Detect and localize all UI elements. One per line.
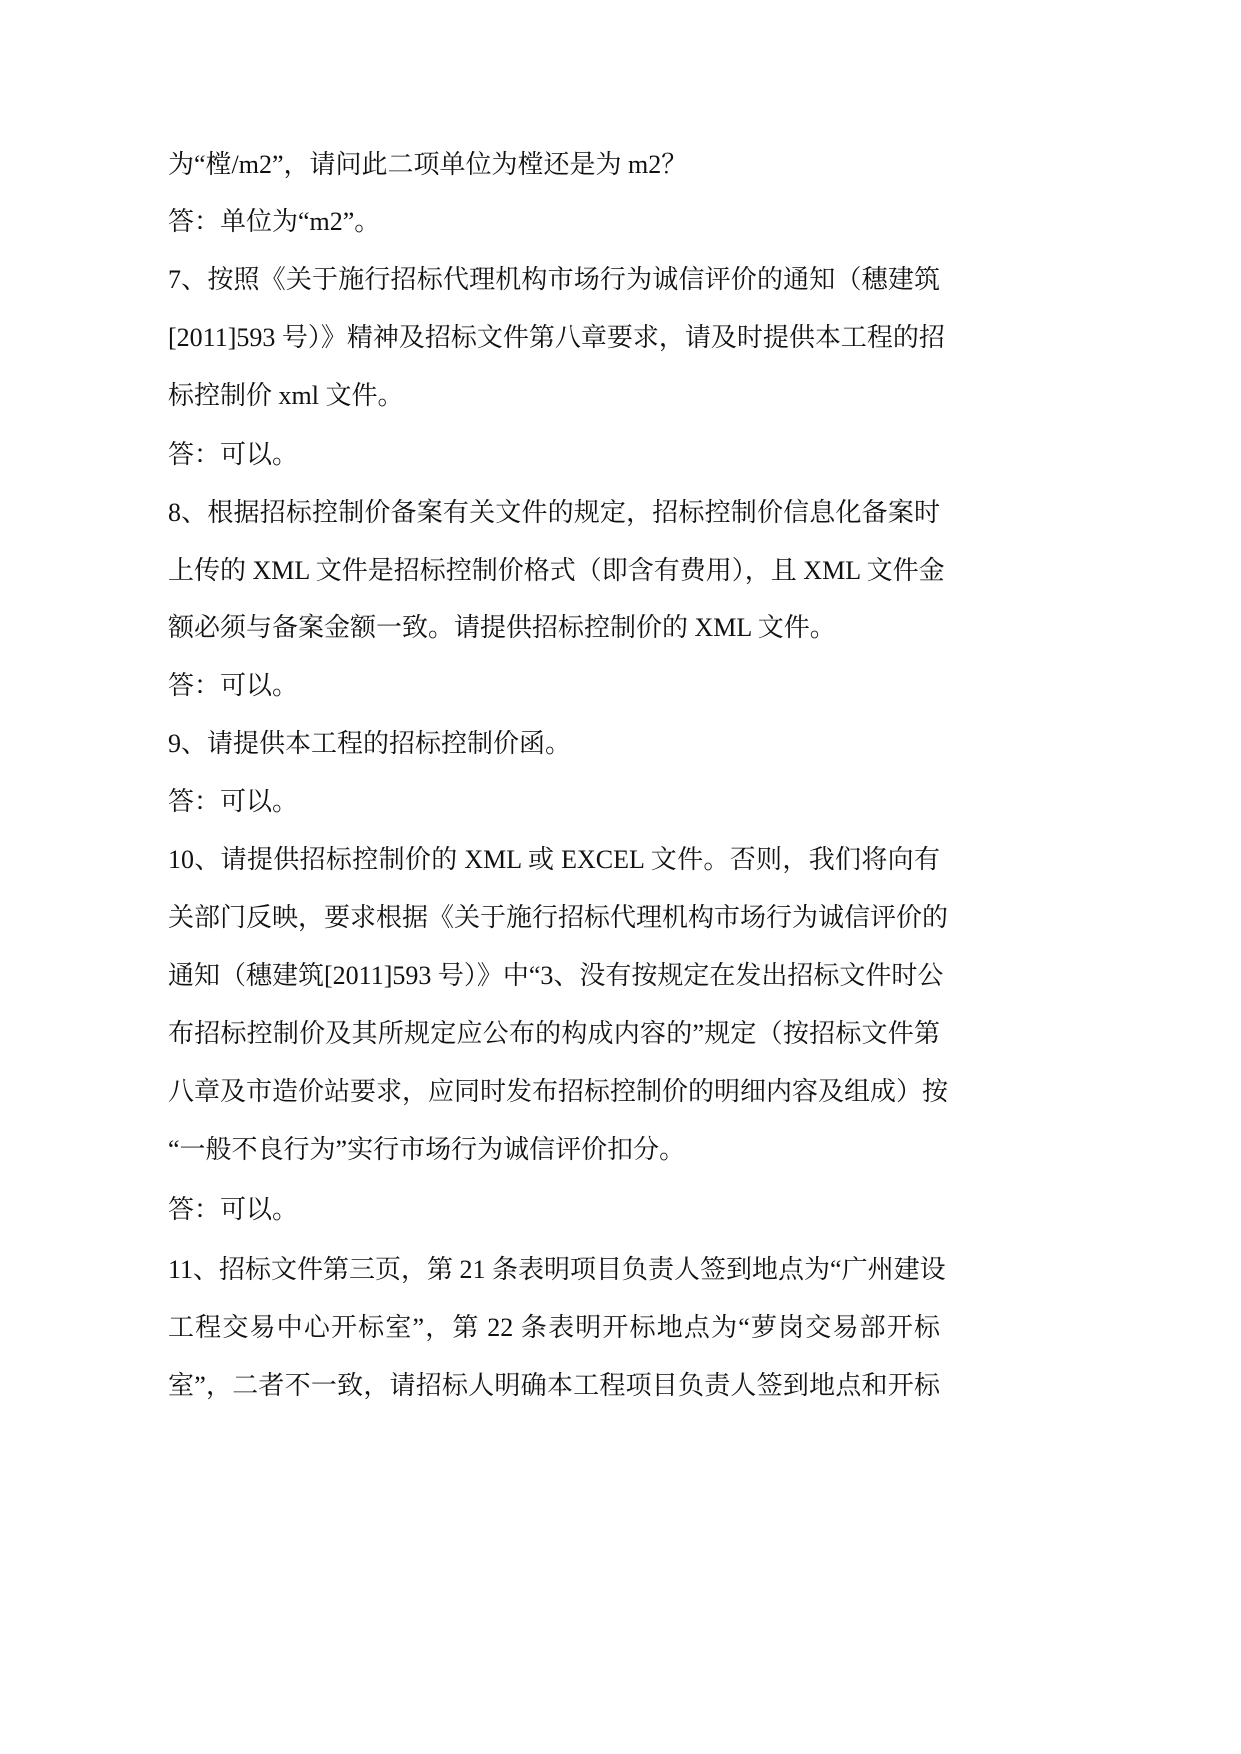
text-line: 7、按照《关于施行招标代理机构市场行为诚信评价的通知（穗建筑: [168, 265, 940, 294]
text-line: 额必须与备案金额一致。请提供招标控制价的 XML 文件。: [168, 613, 836, 642]
text-line: 答：单位为“m2”。: [168, 207, 381, 236]
text-line: 室”，二者不一致，请招标人明确本工程项目负责人签到地点和开标: [168, 1371, 940, 1400]
text-line: 标控制价 xml 文件。: [168, 381, 404, 410]
text-line: 布招标控制价及其所规定应公布的构成内容的”规定（按招标文件第: [168, 1019, 940, 1048]
text-line: 11、招标文件第三页，第 21 条表明项目负责人签到地点为“广州建设: [168, 1255, 946, 1284]
text-line: 上传的 XML 文件是招标控制价格式（即含有费用），且 XML 文件金: [168, 556, 945, 585]
text-line: 为“樘/m2”，请问此二项单位为樘还是为 m2？: [168, 150, 688, 179]
text-line: 答：可以。: [168, 787, 299, 816]
text-line: 关部门反映，要求根据《关于施行招标代理机构市场行为诚信评价的: [168, 903, 949, 932]
text-line: 答：可以。: [168, 1195, 299, 1224]
text-line: 工程交易中心开标室”，第 22 条表明开标地点为“萝岗交易部开标: [168, 1313, 940, 1342]
text-line: 答：可以。: [168, 671, 299, 700]
text-line: 通知（穗建筑[2011]593 号）》中“3、没有按规定在发出招标文件时公: [168, 961, 944, 990]
text-line: 答：可以。: [168, 440, 299, 469]
text-line: [2011]593 号）》精神及招标文件第八章要求，请及时提供本工程的招: [168, 323, 945, 352]
text-line: 八章及市造价站要求，应同时发布招标控制价的明细内容及组成）按: [168, 1077, 949, 1106]
text-line: “一般不良行为”实行市场行为诚信评价扣分。: [168, 1135, 686, 1164]
text-line: 8、根据招标控制价备案有关文件的规定，招标控制价信息化备案时: [168, 498, 940, 527]
text-line: 9、请提供本工程的招标控制价函。: [168, 729, 572, 758]
text-line: 10、请提供招标控制价的 XML 或 EXCEL 文件。否则，我们将向有: [168, 845, 940, 874]
